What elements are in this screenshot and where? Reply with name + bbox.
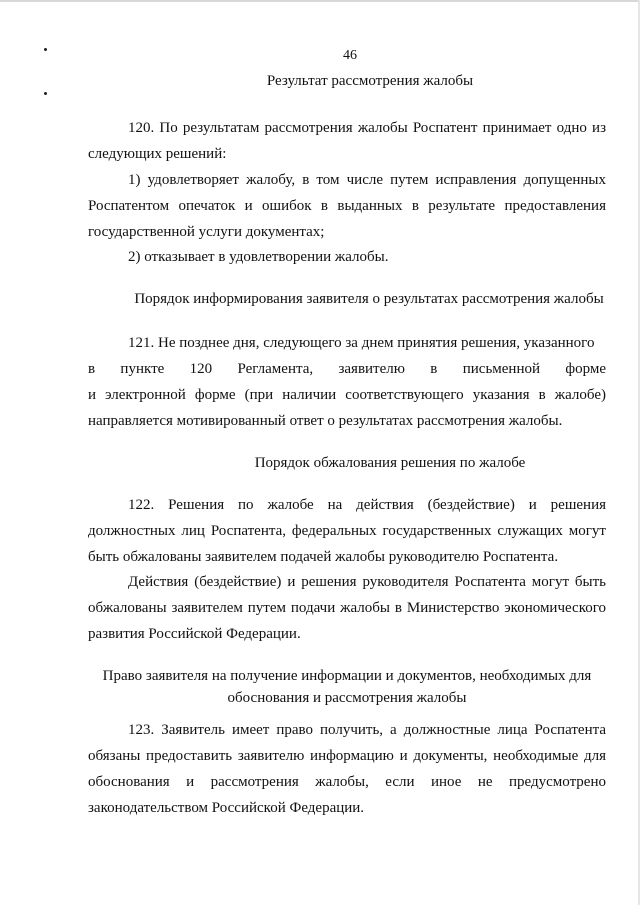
page-number: 46 [343,48,357,63]
paragraph-120-item-2: 2) отказывает в удовлетворении жалобы. [128,249,389,265]
paragraph-121-line-2: в пункте 120 Регламента, заявителю в письменной форме [88,361,606,377]
scan-speck [44,92,47,95]
section-heading-result: Результат рассмотрения жалобы [266,73,474,89]
paragraph-122: 122. Решения по жалобе на действия (бездействие) и решения должностных лиц Роспатента, федеральных государственных служащих могут быть обжалованы заявителем подачей жалобы руководителю Роспатента. [88,497,606,565]
scan-edge-top [0,0,640,2]
paragraph-121-line-1: 121. Не позднее дня, следующего за днем принятия решения, указанного [128,335,595,351]
section-heading-right-line-1: Право заявителя на получение информации и документов, необходимых для [102,668,592,684]
section-heading-appeal: Порядок обжалования решения по жалобе [254,455,526,471]
paragraph-123: 123. Заявитель имеет право получить, а должностные лица Роспатента обязаны предоставить заявителю информацию и документы, необходимые для обоснования и рассмотрения жалобы, если иное не предусмотрено законодательством Российской Федерации. [88,722,606,816]
section-heading-right-line-2: обоснования и рассмотрения жалобы [227,690,467,706]
paragraph-122-b: Действия (бездействие) и решения руководителя Роспатента могут быть обжалованы заявителем путем подачи жалобы в Министерство экономического развития Российской Федерации. [88,574,606,642]
section-heading-right [88,665,606,709]
paragraph-120-item-1: 1) удовлетворяет жалобу, в том числе путем исправления допущенных Роспатентом опечаток и ошибок в выданных в результате предоставления государственной услуги документах; [88,172,606,240]
paragraph-121 [88,330,606,434]
section-heading-informing: Порядок информирования заявителя о результатах рассмотрения жалобы [134,291,604,307]
paragraph-121-rest: и электронной форме (при наличии соответствующего указания в жалобе) направляется мотивированный ответ о результатах рассмотрения жалобы. [88,387,606,429]
paragraph-120: 120. По результатам рассмотрения жалобы Роспатент принимает одно из следующих решений: [88,120,606,162]
